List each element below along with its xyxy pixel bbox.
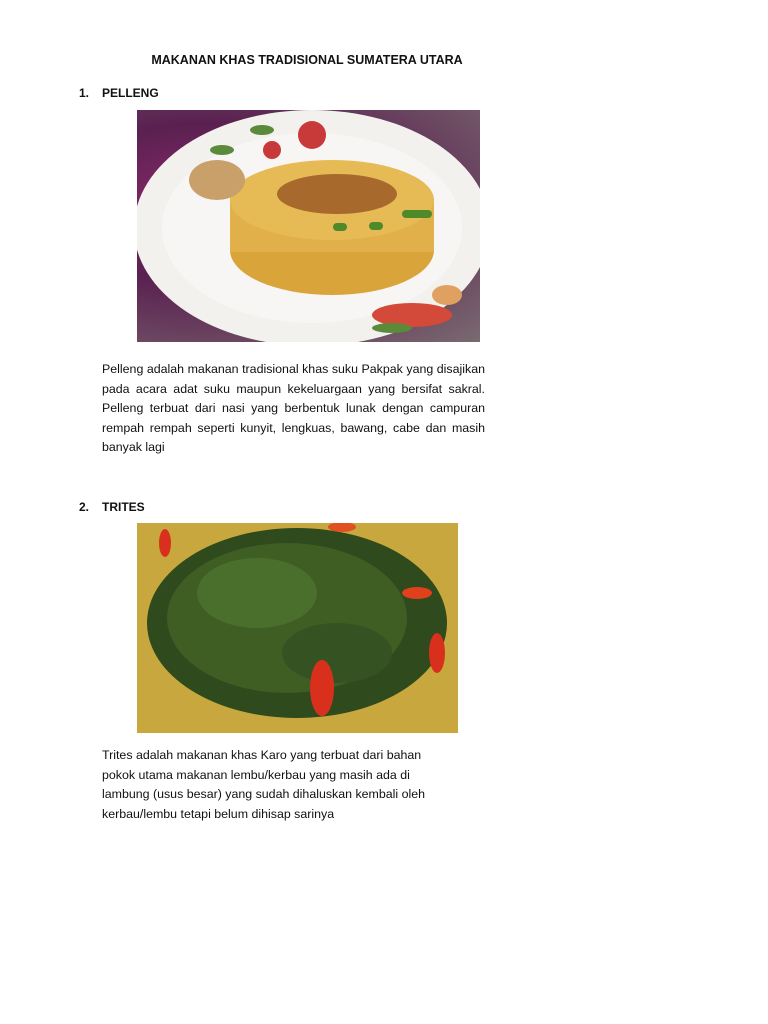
trites-description: Trites adalah makanan khas Karo yang terbuat dari bahan pokok utama makanan lembu/kerbau yang masih ada di lambung (usus besar) yang sudah dihaluskan kembali oleh kerbau/lembu tetapi belum dihisap sarinya bbox=[102, 748, 426, 821]
pelleng-photo-illustration bbox=[137, 110, 480, 342]
page-title bbox=[77, 53, 537, 67]
pelleng-description: Pelleng adalah makanan tradisional khas suku Pakpak yang disajikan pada acara adat suku maupun kekeluargaan yang bersifat sakral. Pelleng terbuat dari nasi yang berbentuk lunak dengan campuran rempah rempah seperti kunyit, lengkuas, bawang, cabe dan masih banyak lagi bbox=[102, 362, 485, 455]
section-title: TRITES bbox=[102, 500, 145, 514]
section-number: 2. bbox=[79, 500, 90, 514]
section-heading-pelleng bbox=[79, 86, 159, 100]
section-heading-trites bbox=[79, 500, 145, 514]
section-title: PELLENG bbox=[102, 86, 159, 100]
section-number: 1. bbox=[79, 86, 90, 100]
page-title-text: MAKANAN KHAS TRADISIONAL SUMATERA UTARA bbox=[151, 53, 463, 67]
pelleng-image bbox=[137, 110, 480, 342]
trites-image bbox=[137, 523, 458, 733]
trites-photo-illustration bbox=[137, 523, 458, 733]
